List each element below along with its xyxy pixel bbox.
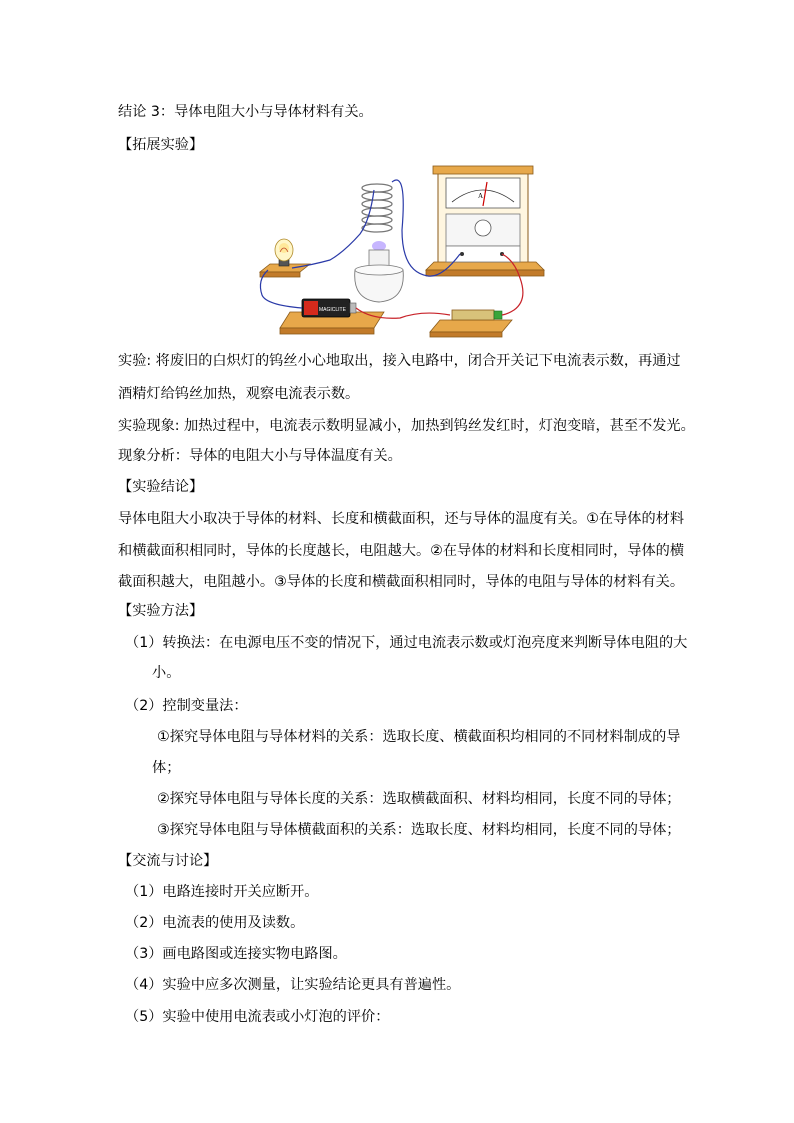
ammeter-label: A	[478, 192, 484, 200]
method-sub-3: ③探究导体电阻与导体横截面积的关系：选取长度、材料均相同，长度不同的导体；	[157, 822, 681, 838]
discussion-item-2: （2）电流表的使用及读数。	[125, 915, 305, 931]
section-heading-discussion: 【交流与讨论】	[118, 853, 218, 869]
conclusion-line-3: 截面积越大，电阻越小。③导体的长度和横截面积相同时，导体的电阻与导体的材料有关。	[118, 574, 685, 590]
battery	[280, 299, 384, 334]
circuit-illustration	[252, 160, 547, 340]
discussion-item-4: （4）实验中应多次测量，让实验结论更具有普遍性。	[125, 977, 461, 993]
experiment-phenomenon: 实验现象: 加热过程中，电流表示数明显减小，加热到钨丝发红时，灯泡变暗，甚至不发光。	[118, 418, 695, 434]
section-heading-conclusion: 【实验结论】	[118, 479, 204, 495]
section-heading-extension: 【拓展实验】	[118, 137, 204, 153]
tungsten-coil	[362, 184, 392, 232]
method-sub-1-line-1: ①探究导体电阻与导体材料的关系：选取长度、横截面积均相同的不同材料制成的导	[157, 729, 681, 745]
method-item-2: （2）控制变量法：	[125, 698, 248, 714]
conclusion-line-2: 和横截面积相同时，导体的长度越长，电阻越大。②在导体的材料和长度相同时，导体的横	[118, 543, 685, 559]
discussion-item-3: （3）画电路图或连接实物电路图。	[125, 946, 347, 962]
circuit-diagram	[252, 160, 547, 340]
alcohol-lamp	[355, 241, 404, 302]
discussion-item-5: （5）实验中使用电流表或小灯泡的评价：	[125, 1009, 390, 1025]
phenomenon-analysis: 现象分析：导体的电阻大小与导体温度有关。	[118, 448, 402, 464]
experiment-line-1: 实验: 将废旧的白炽灯的钨丝小心地取出，接入电路中，闭合开关记下电流表示数，再通过	[118, 353, 681, 369]
method-item-1-line-2: 小。	[152, 665, 181, 681]
method-sub-2: ②探究导体电阻与导体长度的关系：选取横截面积、材料均相同，长度不同的导体；	[157, 791, 681, 807]
battery-label: MAGICLITE	[319, 307, 346, 313]
section-heading-method: 【实验方法】	[118, 603, 204, 619]
method-sub-1-line-2: 体；	[152, 760, 181, 776]
discussion-item-1: （1）电路连接时开关应断开。	[125, 884, 319, 900]
method-item-1-line-1: （1）转换法：在电源电压不变的情况下，通过电流表示数或灯泡亮度来判断导体电阻的大	[125, 635, 688, 651]
ammeter	[426, 166, 544, 276]
conclusion-line-1: 导体电阻大小取决于导体的材料、长度和横截面积，还与导体的温度有关。①在导体的材料	[118, 511, 685, 527]
experiment-line-2: 酒精灯给钨丝加热，观察电流表示数。	[118, 386, 360, 402]
conclusion-3: 结论 3：导体电阻大小与导体材料有关。	[118, 104, 373, 120]
